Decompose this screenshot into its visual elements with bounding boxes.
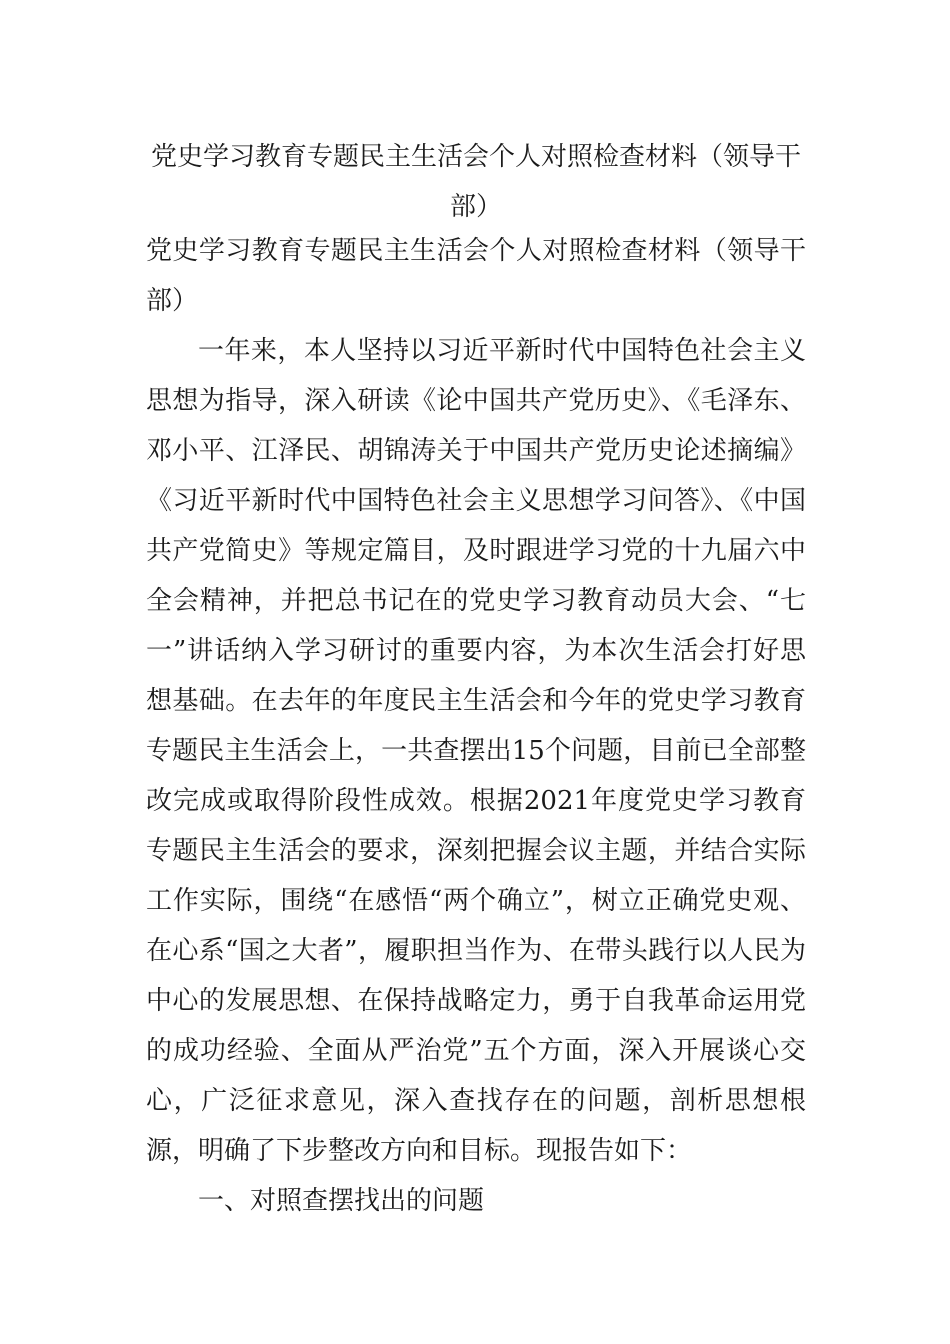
body-paragraph: 一年来，本人坚持以习近平新时代中国特色社会主义思想为指导，深入研读《论中国共产党历史》、《毛泽东、邓小平、江泽民、胡锦涛关于中国共产党历史论述摘编》《习近平新时代中国特色社会主义思想学习问答》、《中国共产党简史》等规定篇目，及时跟进学习党的十九届六中全会精神，并把总书记在的党史学习教育动员大会、“七一”讲话纳入学习研讨的重要内容，为本次生活会打好思想基础。在去年的年度民主生活会和今年的党史学习教育专题民主生活会上，一共查摆出15个问题，目前已全部整改完成或取得阶段性成效。根据2021年度党史学习教育专题民主生活会的要求，深刻把握会议主题，并结合实际工作实际，围绕“在感悟“两个确立”，树立正确党史观、在心系“国之大者”，履职担当作为、在带头践行以人民为中心的发展思想、在保持战略定力，勇于自我革命运用党的成功经验、全面从严治党”五个方面，深入开展谈心交心，广泛征求意见，深入查找存在的问题，剖析思想根源，明确了下步整改方向和目标。现报告如下： <box>146 336 806 1166</box>
document-subtitle: 党史学习教育专题民主生活会个人对照检查材料（领导干部） <box>146 236 806 316</box>
document-title: 党史学习教育专题民主生活会个人对照检查材料（领导干部） <box>150 142 801 222</box>
section-heading: 一、对照查摆找出的问题 <box>198 1186 485 1216</box>
document-body <box>146 226 806 1226</box>
